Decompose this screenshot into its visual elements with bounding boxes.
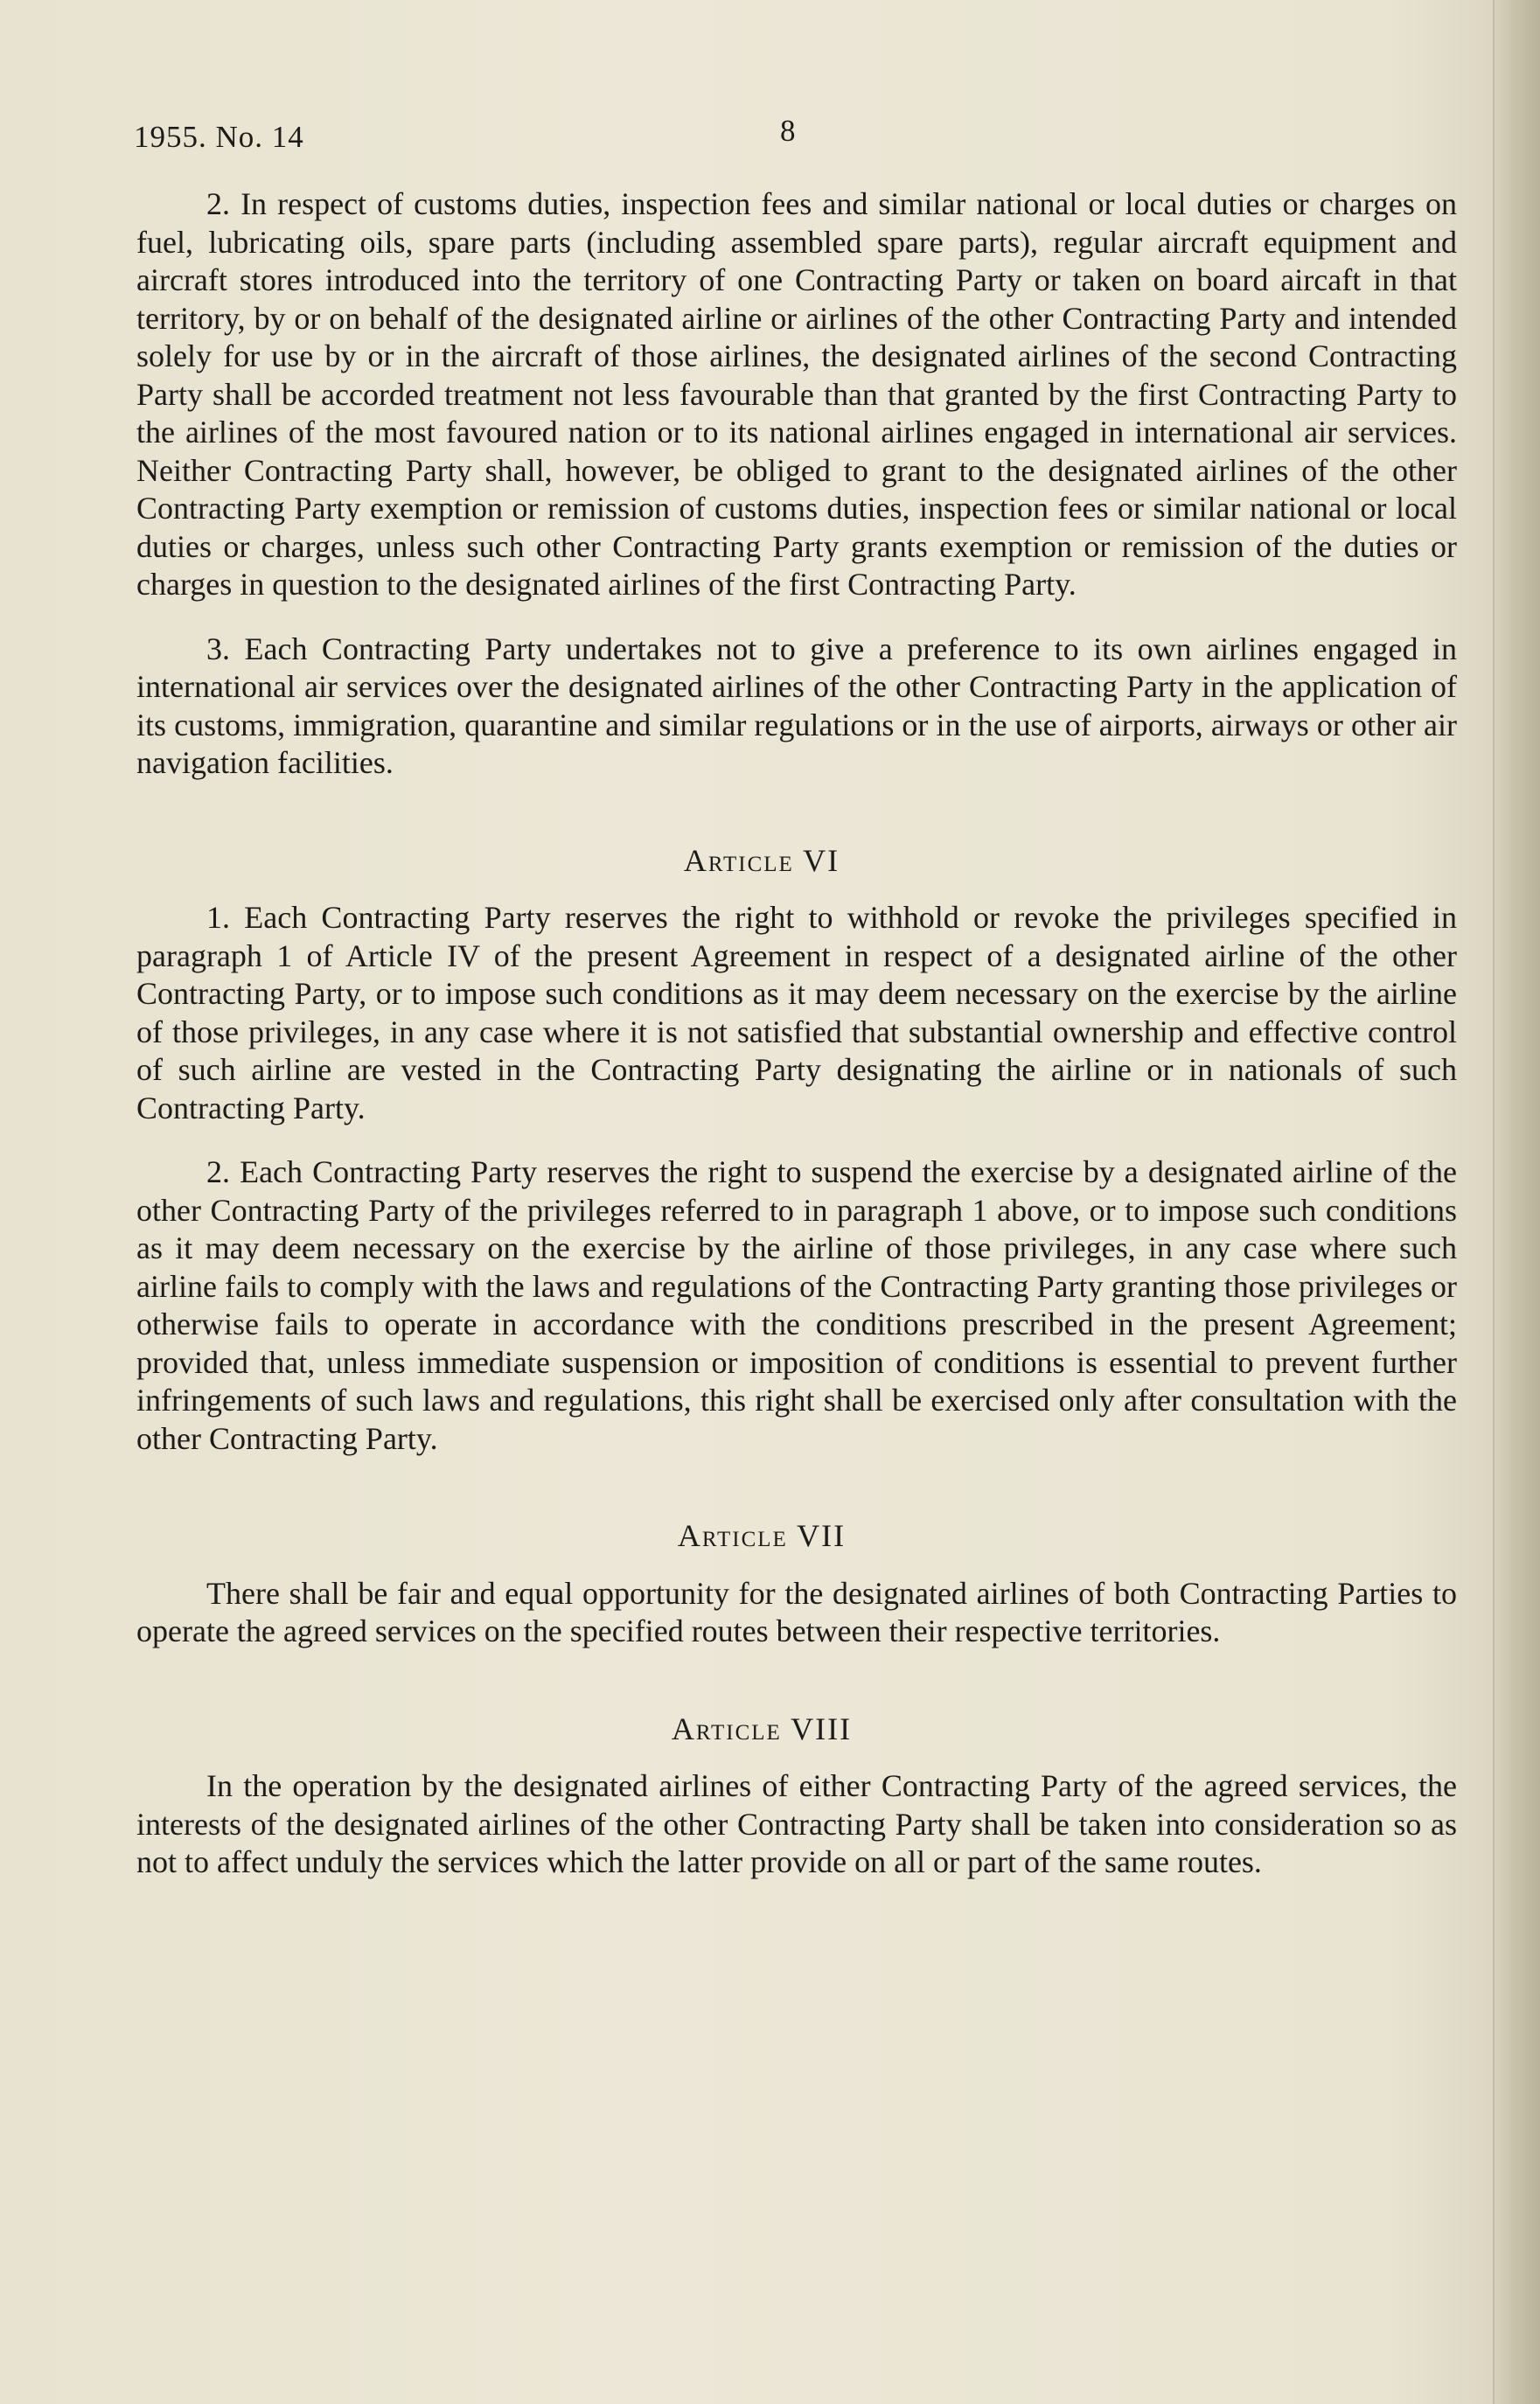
book-spine [1493,0,1540,2404]
paragraph-customs-duties: 2. In respect of customs duties, inspection fees and similar national or local duties or charges on fuel, lubricating oils, spare parts (including assembled spare parts), regular aircraft equipment and aircraft stores introduced into the territory of one Contracting Party or taken on board aircaft in that territory, by or on behalf of the designated airline or airlines of the other Contracting Party and intended solely for use by or in the aircraft of those airlines, the designated airlines of the second Contracting Party shall be accorded treatment not less favourable than that granted by the first Contracting Party to the airlines of the most favoured nation or to its national airlines engaged in international air services. Neither Contracting Party shall, however, be obliged to grant to the designated airlines of the other Contracting Party exemption or remission of customs duties, inspection fees or similar national or local duties or charges, unless such other Contracting Party grants exemption or remission of the duties or charges in question to the designated airlines of the first Contracting Party. [136,186,1457,602]
paragraph-no-preference: 3. Each Contracting Party undertakes not to give a preference to its own airlines engaged in international air services over the designated airlines of the other Contracting Party in the application of its customs, immigration, quarantine and similar regulations or in the use of airports, airways or other air navigation facilities. [136,631,1457,780]
document-body [136,185,1457,1882]
article-vi-paragraph-2: 2. Each Contracting Party reserves the right to suspend the exercise by a designated airline of the other Contracting Party of the privileges referred to in paragraph 1 above, or to impose such conditions as it may deem necessary on the exercise by the airline of those privileges, in any case where such airline fails to comply with the laws and regulations of the Contracting Party granting those privileges or otherwise fails to operate in accordance with the conditions prescribed in the present Agreement; provided that, unless immediate suspension or imposition of conditions is essential to prevent further infringements of such laws and regulations, this right shall be exercised only after consultation with the other Contracting Party. [136,1154,1457,1456]
article-vi-heading: Article VI [683,842,840,878]
document-reference: 1955. No. 14 [134,120,304,154]
article-viii-paragraph: In the operation by the designated airlines of either Contracting Party of the agreed services, the interests of the designated airlines of the other Contracting Party shall be taken into consideration so as not to affect unduly the services which the latter provide on all or part of the same routes. [136,1768,1457,1879]
article-vii-heading: Article VII [677,1518,847,1553]
article-vii-paragraph: There shall be fair and equal opportunity for the designated airlines of both Contracting Parties to operate the agreed services on the specified routes between their respective territories. [136,1575,1457,1648]
article-vi-paragraph-1: 1. Each Contracting Party reserves the right to withhold or revoke the privileges specified in paragraph 1 of Article IV of the present Agreement in respect of a designated airline of the other Contracting Party, or to impose such conditions as it may deem necessary on the exercise by the airline of those privileges, in any case where it is not satisfied that substantial ownership and effective control of such airline are vested in the Contracting Party designating the airline or in nationals of such Contracting Party. [136,900,1457,1125]
article-viii-heading: Article VIII [671,1711,853,1746]
page-number: 8 [780,114,796,148]
